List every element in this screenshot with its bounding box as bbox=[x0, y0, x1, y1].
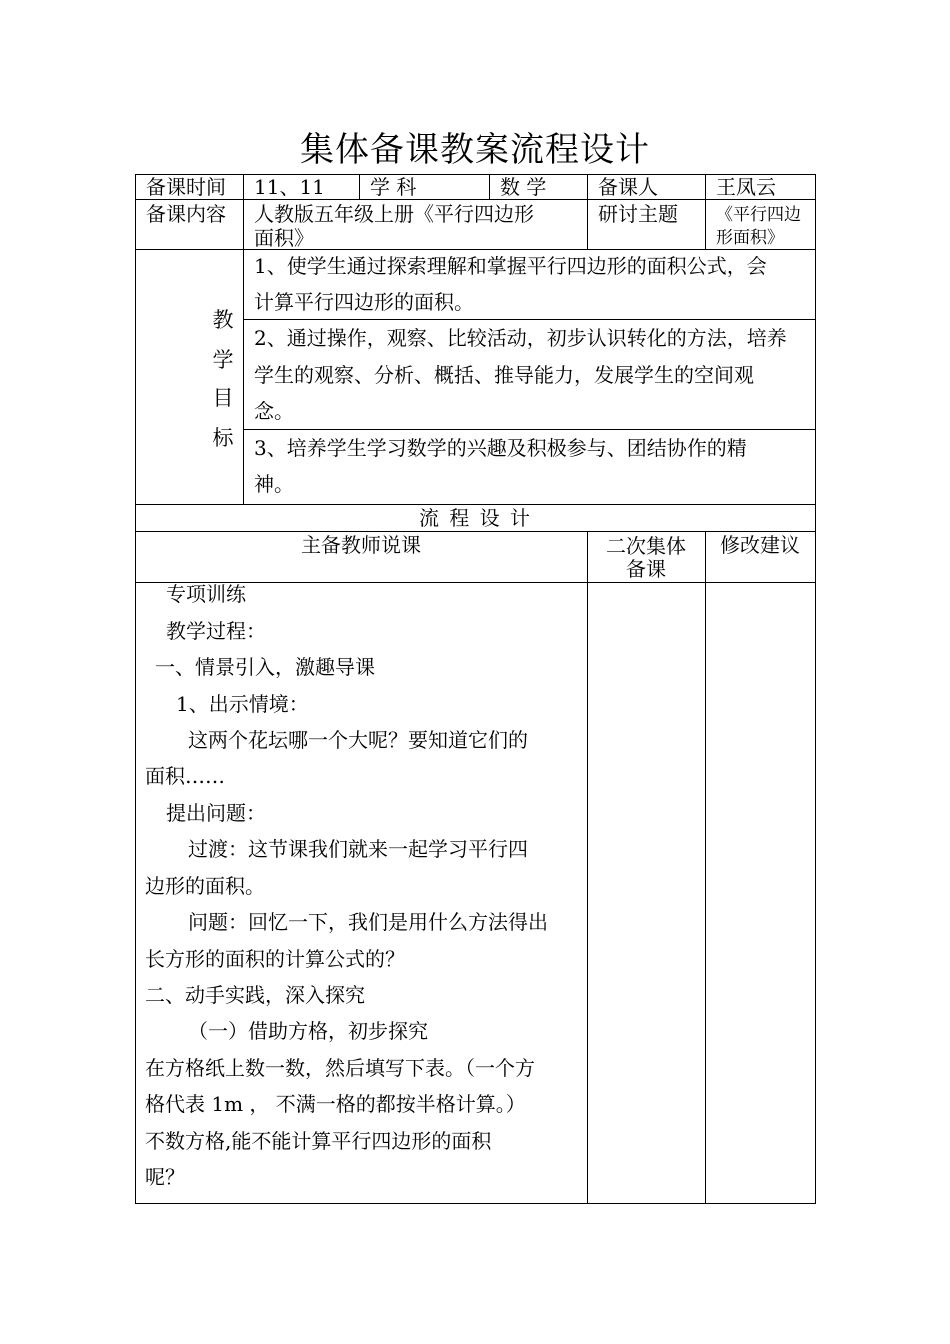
col-second-header-line-2: 备课 bbox=[626, 557, 666, 581]
subject-label: 学 科 bbox=[370, 175, 417, 199]
content-label: 备课内容 bbox=[146, 202, 226, 226]
objective-3-line-2: 神。 bbox=[254, 472, 294, 496]
body-line: 格代表 1m ， 不满一格的都按半格计算。） bbox=[145, 1092, 526, 1116]
col-main-header: 主备教师说课 bbox=[301, 533, 421, 557]
body-line: 长方形的面积的计算公式的？ bbox=[145, 947, 405, 971]
time-label: 备课时间 bbox=[146, 175, 226, 199]
body-line: 边形的面积。 bbox=[145, 874, 265, 898]
body-line: 教学过程： bbox=[166, 619, 266, 643]
topic-label: 研讨主题 bbox=[598, 202, 678, 226]
topic-line-1: 《平行四边 bbox=[716, 205, 801, 225]
objectives-label-char: 目 bbox=[212, 386, 234, 410]
body-line: 专项训练 bbox=[166, 582, 246, 606]
preparer-value: 王凤云 bbox=[716, 175, 776, 199]
objective-1-line-1: 1、使学生通过探索理解和掌握平行四边形的面积公式，会 bbox=[254, 254, 767, 278]
objective-2-line-2: 学生的观察、分析、概括、推导能力，发展学生的空间观 bbox=[254, 363, 754, 387]
body-line: （一）借助方格，初步探究 bbox=[188, 1019, 428, 1043]
body-line: 二、动手实践，深入探究 bbox=[145, 983, 365, 1007]
body-line: 提出问题： bbox=[166, 801, 266, 825]
col-suggest-header: 修改建议 bbox=[720, 533, 800, 557]
subject-value: 数 学 bbox=[500, 175, 547, 199]
topic-line-2: 形面积》 bbox=[716, 228, 784, 248]
flow-heading: 流 程 设 计 bbox=[418, 506, 533, 530]
body-line: 在方格纸上数一数，然后填写下表。（一个方 bbox=[145, 1056, 535, 1080]
col-second-header-line-1: 二次集体 bbox=[606, 534, 686, 558]
objectives-label-char: 标 bbox=[212, 426, 234, 450]
body-line: 一、情景引入，激趣导课 bbox=[155, 655, 375, 679]
body-line: 呢？ bbox=[145, 1165, 185, 1189]
body-line: 问题：回忆一下，我们是用什么方法得出 bbox=[188, 910, 548, 934]
preparer-label: 备课人 bbox=[598, 175, 658, 199]
body-line: 这两个花坛哪一个大呢？要知道它们的 bbox=[188, 728, 528, 752]
objective-2-line-3: 念。 bbox=[254, 399, 294, 423]
objective-1-line-2: 计算平行四边形的面积。 bbox=[254, 290, 474, 314]
body-line: 1、出示情境： bbox=[176, 692, 309, 716]
objective-2-line-1: 2、通过操作，观察、比较活动，初步认识转化的方法，培养 bbox=[254, 326, 787, 350]
content-line-2: 面积》 bbox=[254, 226, 314, 250]
body-line: 过渡：这节课我们就来一起学习平行四 bbox=[188, 837, 528, 861]
body-line: 面积…… bbox=[145, 764, 225, 788]
body-line: 不数方格,能不能计算平行四边形的面积 bbox=[145, 1129, 492, 1153]
page-title: 集体备课教案流程设计 bbox=[300, 130, 650, 170]
objectives-label-char: 学 bbox=[212, 348, 234, 372]
objective-3-line-1: 3、培养学生学习数学的兴趣及积极参与、团结协作的精 bbox=[254, 436, 747, 460]
time-value: 11、11 bbox=[254, 175, 325, 199]
content-line-1: 人教版五年级上册《平行四边形 bbox=[254, 202, 534, 226]
objectives-label-char: 教 bbox=[212, 308, 234, 332]
